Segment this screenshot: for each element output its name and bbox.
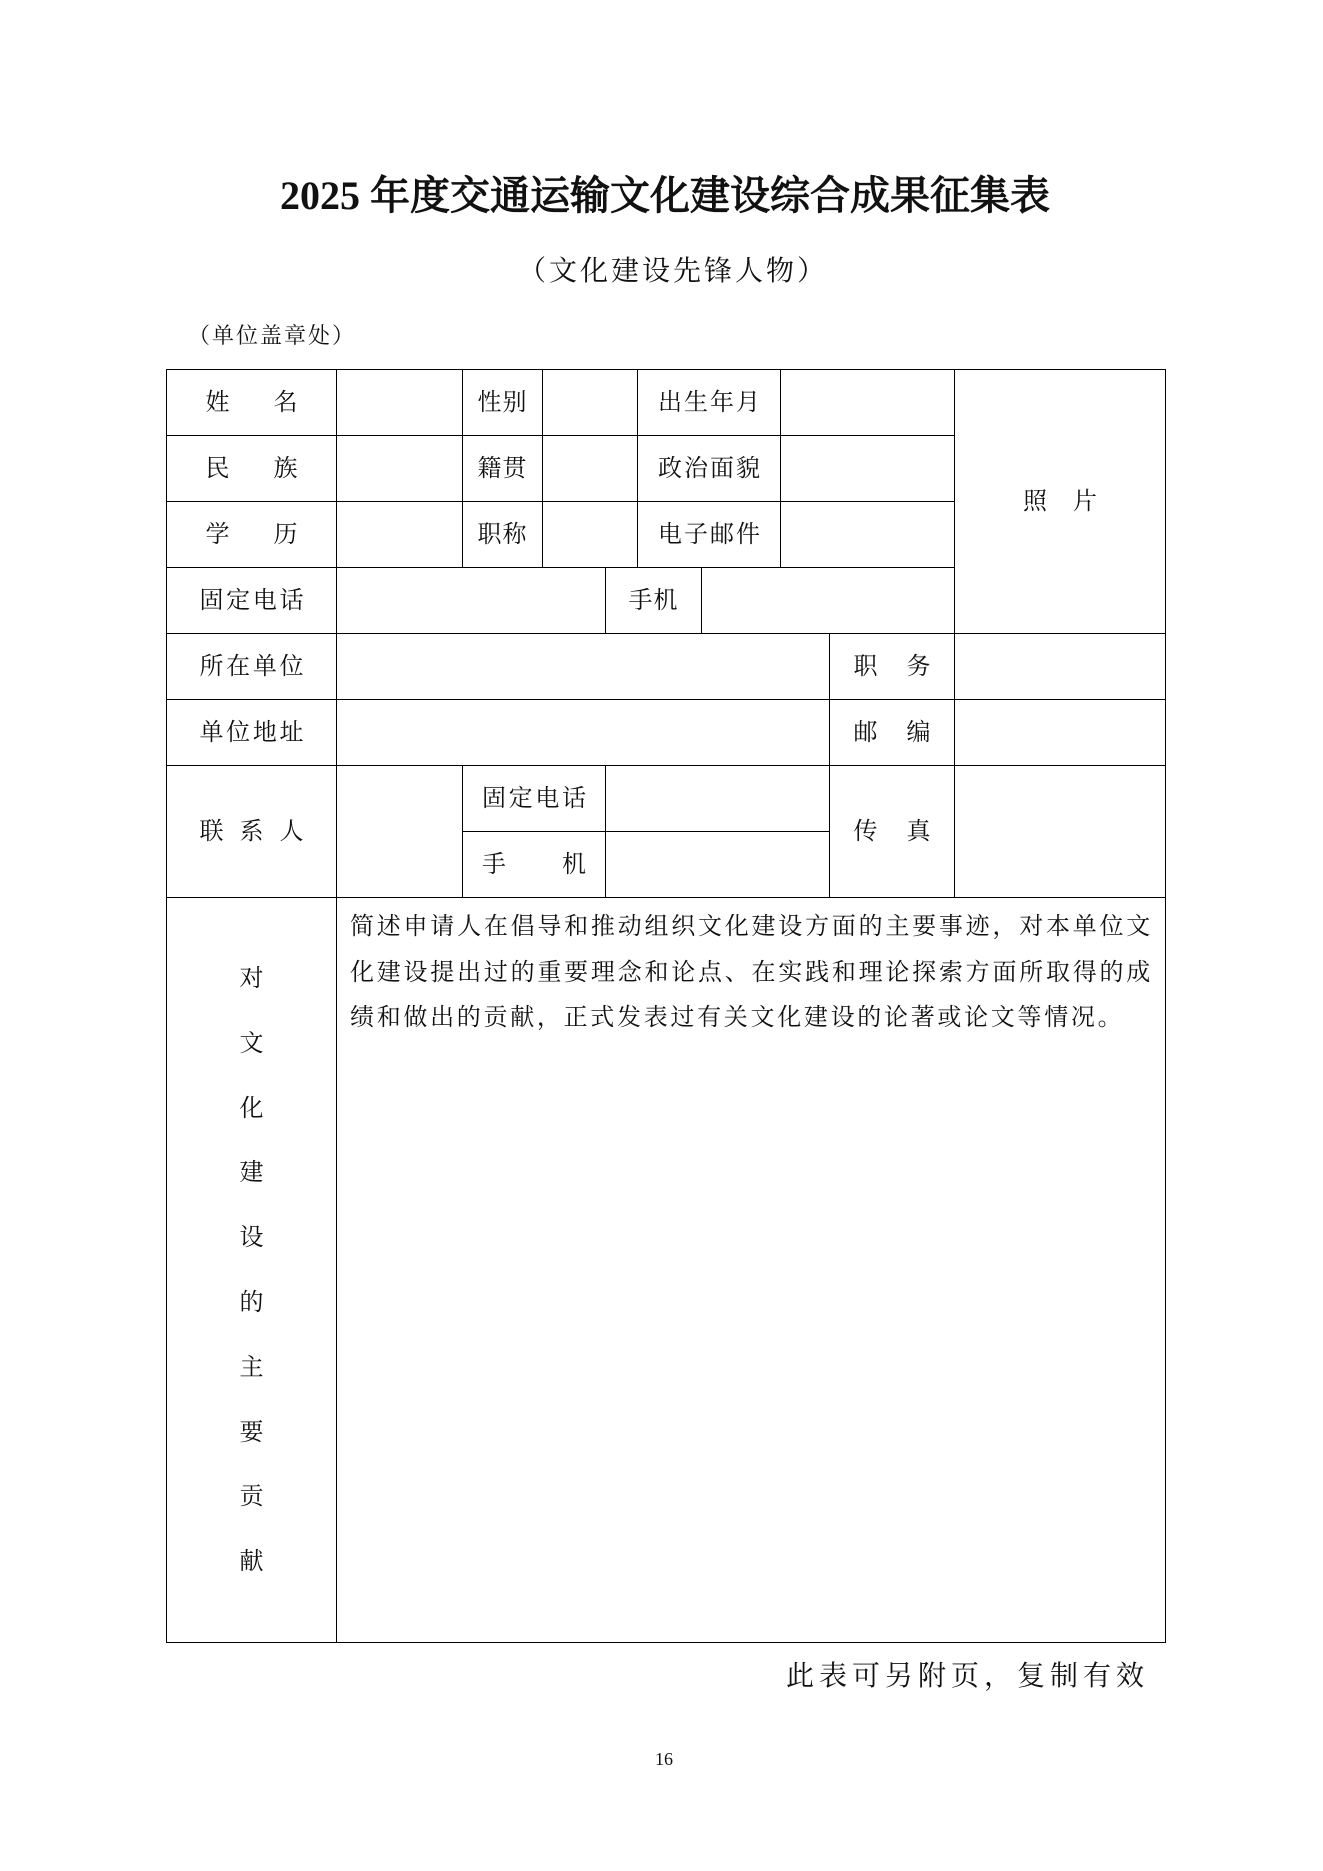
ethnicity-label-cell [167,436,337,502]
name-value-cell [337,370,463,436]
native-place-label: 籍贯 [477,454,528,483]
contribution-instructions: 简述申请人在倡导和推动组织文化建设方面的主要事迹，对本单位文化建设提出过的重要理念和论点、在实践和理论探索方面所取得的成绩和做出的贡献，正式发表过有关文化建设的论著或论文等情况。 [337,898,1166,1643]
label-char: 政 [658,454,682,483]
label-char: 单 [252,652,277,681]
postcode-value-cell [955,700,1166,766]
label-char: 话 [561,784,586,813]
footer-note: 此表可另附页，复制有效 [786,1659,1150,1692]
photo-cell [955,370,1166,634]
label-char: 电 [535,784,560,813]
contact-landline-label-cell [463,766,606,832]
native-place-label-cell [463,436,543,502]
label-char: 机 [562,850,586,879]
political-status-label-cell [638,436,781,502]
page-number: 16 [655,1749,673,1769]
label-char: 话 [279,586,304,615]
form-row-employer [167,634,1166,700]
label-char: 电 [658,520,682,549]
seal-note: （单位盖章处） [188,324,357,349]
label-char: 联 [199,817,224,846]
mobile-value-cell [702,568,955,634]
label-char: 人 [279,817,304,846]
professional-title-value-cell [543,502,638,568]
photo-label [1023,487,1097,516]
page-title: 2025 年度交通运输文化建设综合成果征集表 [280,173,1050,218]
label-char: 件 [736,520,760,549]
political-status-label [658,454,760,483]
postcode-label-cell [830,700,955,766]
employer-address-label-cell [167,700,337,766]
label-char: 传 [853,817,878,846]
label-char: 单 [199,718,224,747]
email-label [658,520,760,549]
name-label-cell [167,370,337,436]
label-char: 族 [273,454,298,483]
contact-mobile-label [482,850,586,879]
mobile-label: 手机 [628,586,679,615]
email-value-cell [781,502,955,568]
label-char: 月 [736,388,760,417]
label-char: 务 [906,652,931,681]
education-label [206,520,298,549]
label-char: 片 [1073,487,1097,516]
label-char: 定 [226,586,251,615]
label-char: 学 [205,520,230,549]
ethnicity-label [206,454,298,483]
postcode-label [854,718,931,747]
contact-landline-label [482,784,586,813]
label-char: 治 [684,454,708,483]
fax-label-cell [830,766,955,898]
submission-form-table [166,369,1166,1643]
label-char: 所 [199,652,224,681]
education-value-cell [337,502,463,568]
email-label-cell [638,502,781,568]
contribution-label: 对文化建设的主要贡献 [239,964,264,1576]
label-char: 年 [710,388,734,417]
label-char: 系 [239,817,264,846]
ethnicity-value-cell [337,436,463,502]
label-char: 姓 [205,388,230,417]
label-char: 历 [273,520,298,549]
native-place-value-cell [543,436,638,502]
label-char: 生 [684,388,708,417]
label-char: 邮 [853,718,878,747]
contact-landline-value-cell [606,766,830,832]
landline-label [200,586,304,615]
contact-value-cell [337,766,463,898]
label-char: 出 [658,388,682,417]
contact-label-cell [167,766,337,898]
birth-date-value-cell [781,370,955,436]
gender-label-cell [463,370,543,436]
professional-title-label: 职称 [477,520,528,549]
employer-label [200,652,304,681]
fax-label [854,817,931,846]
position-label [854,652,931,681]
gender-label: 性别 [477,388,528,417]
label-char: 面 [710,454,734,483]
label-char: 职 [853,652,878,681]
label-char: 手 [482,850,506,879]
education-label-cell [167,502,337,568]
name-label [206,388,298,417]
label-char: 子 [684,520,708,549]
fax-value-cell [955,766,1166,898]
label-char: 真 [906,817,931,846]
label-char: 位 [226,718,251,747]
landline-value-cell [337,568,606,634]
birth-date-label [658,388,760,417]
label-char: 名 [273,388,298,417]
birth-date-label-cell [638,370,781,436]
position-label-cell [830,634,955,700]
form-row-address [167,700,1166,766]
contact-mobile-value-cell [606,832,830,898]
position-value-cell [955,634,1166,700]
label-char: 貌 [736,454,760,483]
label-char: 照 [1023,487,1047,516]
employer-label-cell [167,634,337,700]
label-char: 址 [279,718,304,747]
label-char: 在 [226,652,251,681]
employer-address-value-cell [337,700,830,766]
employer-address-label [200,718,304,747]
label-char: 固 [199,586,224,615]
label-char: 固 [482,784,506,813]
form-row-contact-landline [167,766,1166,832]
contact-mobile-label-cell [463,832,606,898]
employer-value-cell [337,634,830,700]
label-char: 电 [252,586,277,615]
label-char: 民 [205,454,230,483]
mobile-label-cell [606,568,702,634]
contribution-label-cell [167,898,337,1643]
label-char: 定 [508,784,533,813]
contact-label [200,817,304,846]
label-char: 地 [252,718,277,747]
political-status-value-cell [781,436,955,502]
label-char: 编 [906,718,931,747]
label-char: 位 [279,652,304,681]
form-row-contribution [167,898,1166,1643]
landline-label-cell [167,568,337,634]
gender-value-cell [543,370,638,436]
page-subtitle: （文化建设先锋人物） [518,254,829,287]
form-row-name [167,370,1166,436]
label-char: 邮 [710,520,734,549]
professional-title-label-cell [463,502,543,568]
